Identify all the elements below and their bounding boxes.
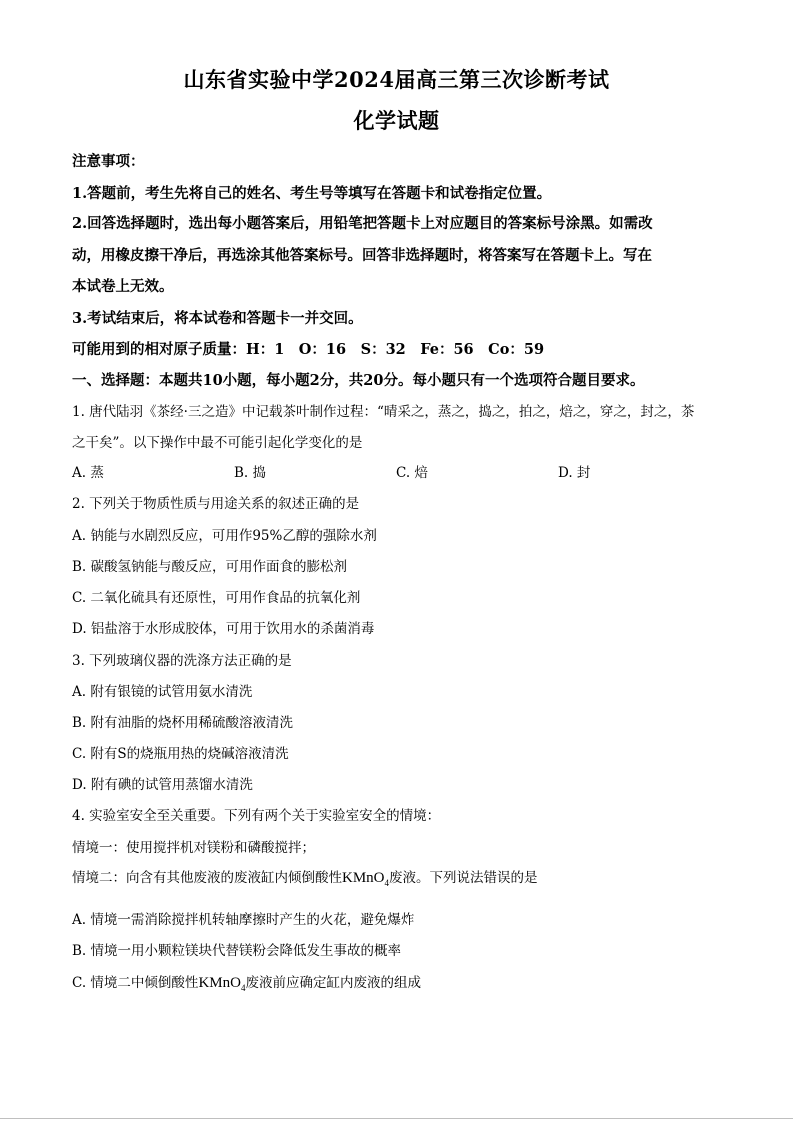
q2-option-c: C. 二氧化硫具有还原性，可用作食品的抗氧化剂 (72, 590, 361, 606)
q3-option-d: D. 附有碘的试管用蒸馏水清洗 (72, 777, 253, 793)
kmno4-formula-subscript: 4 (384, 878, 390, 888)
kmno4-formula-main: KMnO (342, 870, 385, 886)
kmno4-formula-c-main: KMnO (198, 975, 241, 991)
q4-scenario-2 (72, 866, 538, 888)
kmno4-formula (342, 870, 389, 886)
q1-option-a: A. 蒸 (72, 465, 104, 481)
page-bottom-rule (0, 1118, 793, 1119)
note-2-line-2: 动，用橡皮擦干净后，再选涂其他答案标号。回答非选择题时，将答案写在答题卡上。写在 (72, 247, 652, 264)
q2-option-b: B. 碳酸氢钠能与酸反应，可用作面食的膨松剂 (72, 559, 348, 575)
kmno4-formula-c-subscript: 4 (240, 983, 246, 993)
q2-stem: 2. 下列关于物质性质与用途关系的叙述正确的是 (72, 496, 360, 512)
note-1: 1.答题前，考生先将自己的姓名、考生号等填写在答题卡和试卷指定位置。 (72, 185, 552, 202)
q1-option-c: C. 焙 (396, 465, 428, 481)
q1-stem-line-2: 之干矣”。以下操作中最不可能引起化学变化的是 (72, 435, 363, 451)
q4-option-c (72, 971, 421, 993)
q4-option-a: A. 情境一需消除搅拌机转轴摩擦时产生的火花，避免爆炸 (72, 912, 415, 928)
q1-stem-line-1: 1. 唐代陆羽《茶经·三之造》中记载茶叶制作过程：“晴采之，蒸之，捣之，拍之，焙之，穿之，封之，茶 (72, 404, 695, 420)
q2-option-d: D. 铝盐溶于水形成胶体，可用于饮用水的杀菌消毒 (72, 621, 375, 637)
kmno4-formula-c (198, 975, 245, 991)
note-2-line-1: 2.回答选择题时，选出每小题答案后，用铅笔把答题卡上对应题目的答案标号涂黑。如需改 (72, 215, 653, 232)
q1-option-d: D. 封 (558, 465, 591, 481)
section-1-heading: 一、选择题：本题共10小题，每小题2分，共20分。每小题只有一个选项符合题目要求。 (72, 372, 645, 389)
notes-heading: 注意事项： (72, 153, 145, 170)
q4-scenario-1: 情境一：使用搅拌机对镁粉和磷酸搅拌； (72, 840, 315, 856)
q2-option-a: A. 钠能与水剧烈反应，可用作95%乙醇的强除水剂 (72, 528, 377, 544)
q3-option-c: C. 附有S的烧瓶用热的烧碱溶液清洗 (72, 746, 289, 762)
atomic-masses: 可能用到的相对原子质量：H：1 O：16 S：32 Fe：56 Co：59 (72, 341, 545, 358)
q4-option-c-prefix: C. 情境二中倾倒酸性 (72, 975, 199, 991)
note-3: 3.考试结束后，将本试卷和答题卡一并交回。 (72, 310, 363, 327)
q4-option-b: B. 情境一用小颗粒镁块代替镁粉会降低发生事故的概率 (72, 943, 402, 959)
q3-option-b: B. 附有油脂的烧杯用稀硫酸溶液清洗 (72, 715, 294, 731)
exam-subtitle: 化学试题 (353, 108, 440, 133)
q3-stem: 3. 下列玻璃仪器的洗涤方法正确的是 (72, 653, 292, 669)
q3-option-a: A. 附有银镜的试管用氨水清洗 (72, 684, 253, 700)
note-2-line-3: 本试卷上无效。 (72, 278, 174, 295)
q4-option-c-suffix: 废液前应确定缸内废液的组成 (245, 975, 421, 991)
q4-stem: 4. 实验室安全至关重要。下列有两个关于实验室安全的情境： (72, 808, 441, 824)
q4-scenario-2-suffix: 废液。下列说法错误的是 (389, 870, 538, 886)
exam-title: 山东省实验中学2024届高三第三次诊断考试 (183, 67, 610, 92)
q4-scenario-2-prefix: 情境二：向含有其他废液的废液缸内倾倒酸性 (72, 870, 342, 886)
q1-option-b: B. 捣 (234, 465, 267, 481)
